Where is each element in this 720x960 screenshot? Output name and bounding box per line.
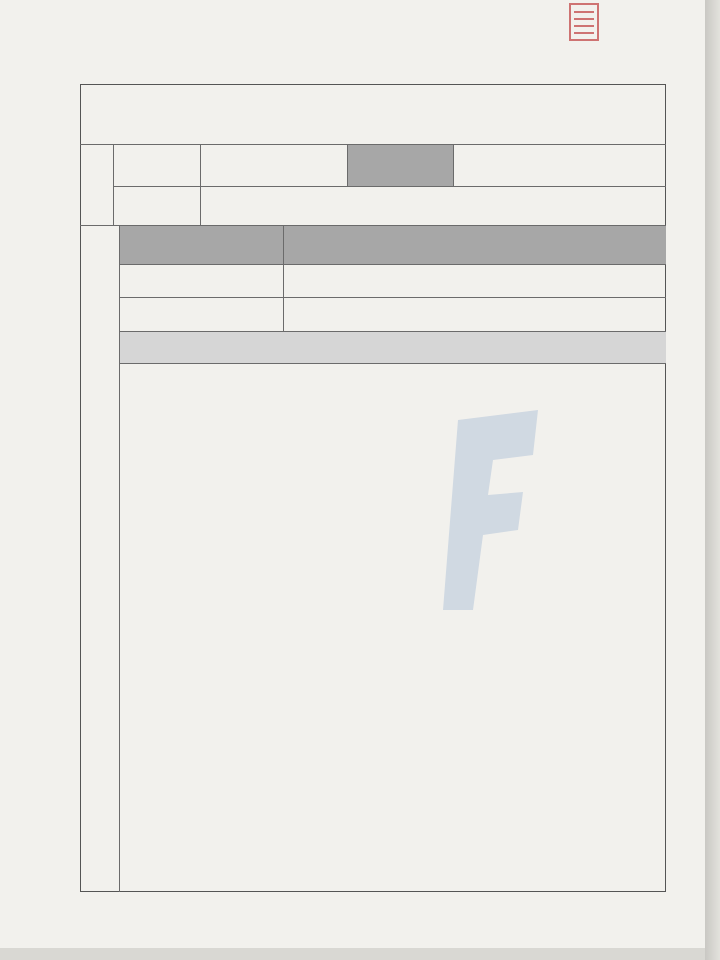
name-label — [114, 145, 200, 186]
position-header — [284, 226, 666, 264]
career-position-1 — [284, 265, 666, 297]
period-header — [120, 226, 283, 264]
document-title — [82, 86, 664, 144]
divider — [119, 363, 666, 364]
address-value — [206, 187, 661, 225]
monitor-edge — [705, 0, 720, 960]
details-header — [120, 332, 666, 363]
watermark-logo-icon — [438, 400, 548, 620]
personal-section-label — [81, 145, 113, 225]
career-position-2 — [284, 298, 666, 331]
career-section-label — [81, 226, 119, 891]
career-period-1 — [126, 265, 283, 297]
career-period-2 — [126, 298, 283, 331]
address-label — [114, 187, 200, 225]
birth-value — [454, 145, 666, 186]
divider — [119, 225, 120, 892]
name-value — [201, 145, 347, 186]
seal-stamp-icon — [569, 3, 599, 41]
birth-label — [347, 145, 453, 186]
